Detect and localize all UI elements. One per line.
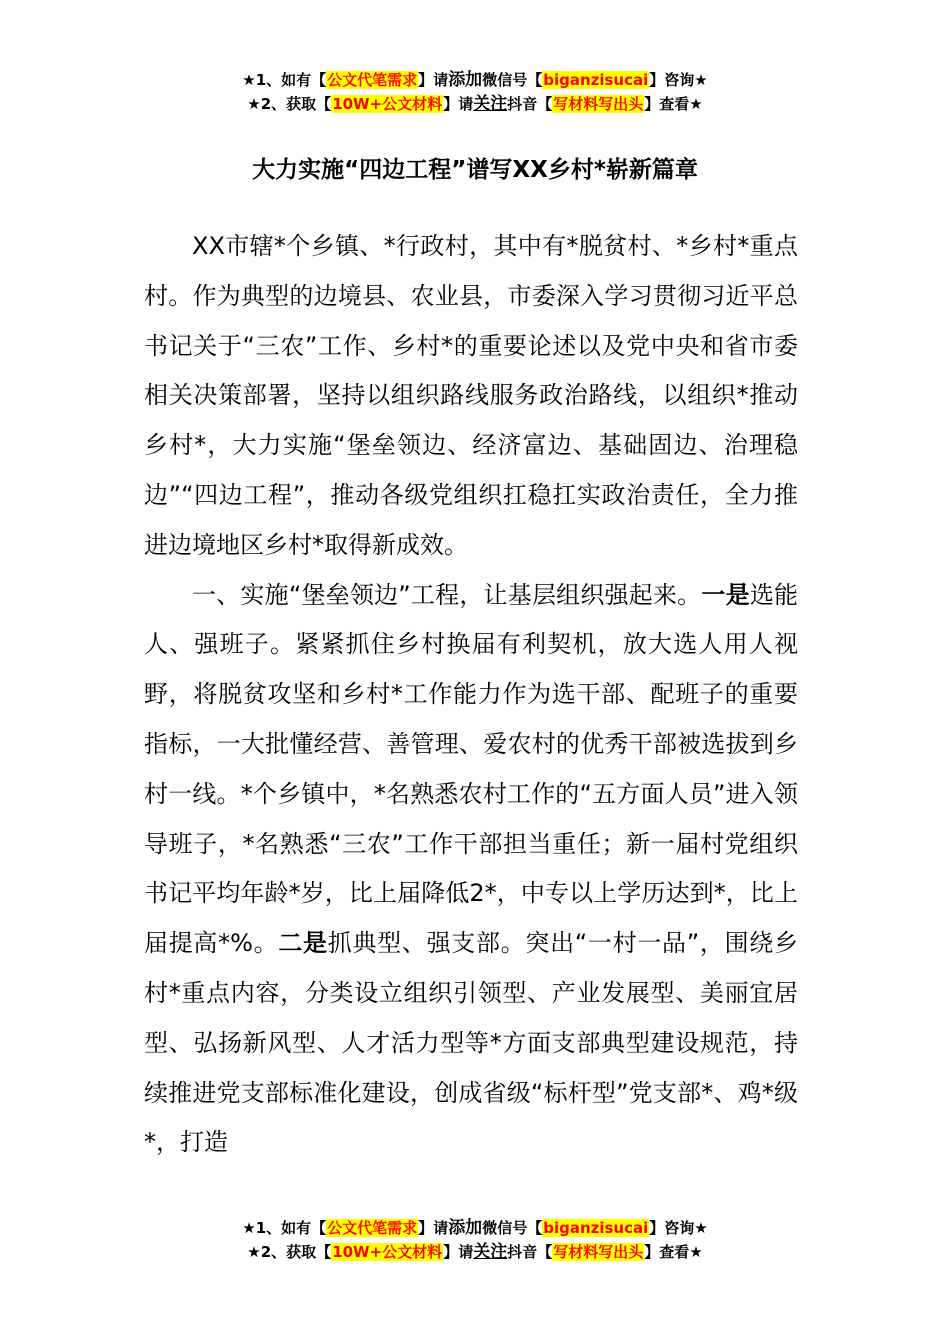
footer-line-2-highlight-materials: 10W+公文材料: [332, 1243, 443, 1261]
footer-banner: [0, 1216, 950, 1264]
banner-line-1-mid2: 微信号【: [482, 71, 543, 89]
banner-line-1: [0, 68, 950, 92]
banner-line-1-suffix: 】咨询★: [649, 71, 708, 89]
footer-line-1: [0, 1216, 950, 1240]
document-title: 大力实施“四边工程”谱写XX乡村*崭新篇章: [252, 157, 698, 183]
footer-line-2-prefix: ★2、获取【: [247, 1243, 332, 1261]
point-2-text: 抓典型、强支部。突出“一村一品”，围绕乡村*重点内容，分类设立组织引领型、产业发展型、美丽宜居型、弘扬新风型、人才活力型等*方面支部典型建设规范，持续推进党支部标准化建设，创成省级“标杆型”党支部*、鸡*级*，打造: [144, 929, 798, 1157]
footer-line-2: [0, 1240, 950, 1264]
paragraph-intro: XX市辖*个乡镇、*行政村，其中有*脱贫村、*乡村*重点村。作为典型的边境县、农业县，市委深入学习贯彻习近平总书记关于“三农”工作、乡村*的重要论述以及党中央和省市委相关决策部署，坚持以组织路线服务政治路线，以组织*推动乡村*，大力实施“堡垒领边、经济富边、基础固边、治理稳边”“四边工程”，推动各级党组织扛稳扛实政治责任，全力推进边境地区乡村*取得新成效。: [144, 232, 798, 559]
banner-line-2-mid2: 抖音【: [507, 95, 553, 113]
banner-line-2-suffix: 】查看★: [644, 95, 703, 113]
banner-line-1-highlight-service: 公文代笔需求: [327, 71, 418, 89]
footer-line-1-highlight-wechat: biganzisucai: [543, 1219, 649, 1237]
banner-line-1-prefix: ★1、如有【: [242, 71, 327, 89]
point-2-marker: 二是: [278, 929, 328, 958]
banner-line-2-highlight-douyin: 写材料写出头: [553, 95, 644, 113]
banner-line-2: [0, 92, 950, 116]
paragraph-section-1: [144, 571, 798, 1169]
banner-line-2-prefix: ★2、获取【: [247, 95, 332, 113]
document-body: [144, 222, 798, 1168]
header-banner: [0, 68, 950, 116]
footer-line-2-emphasis: 关注: [473, 1242, 508, 1262]
footer-line-1-suffix: 】咨询★: [649, 1219, 708, 1237]
footer-line-2-mid2: 抖音【: [507, 1243, 553, 1261]
point-1-text: 选能人、强班子。紧紧抓住乡村换届有利契机，放大选人用人视野，将脱贫攻坚和乡村*工作能力作为选干部、配班子的重要指标，一大批懂经营、善管理、爱农村的优秀干部被选拔到乡村一线。*个乡镇中，*名熟悉农村工作的“五方面人员”进入领导班子，*名熟悉“三农”工作干部担当重任；新一届村党组织书记平均年龄*岁，比上届降低2*，中专以上学历达到*，比上届提高*%。: [144, 580, 799, 958]
footer-line-1-emphasis: 添加: [448, 1218, 483, 1238]
banner-line-2-mid: 】请: [443, 95, 474, 113]
footer-line-1-mid2: 微信号【: [482, 1219, 543, 1237]
section-1-heading: 一、实施“堡垒领边”工程，让基层组织强起来。: [192, 580, 702, 609]
point-1-marker: 一是: [701, 580, 750, 609]
banner-line-2-highlight-materials: 10W+公文材料: [332, 95, 443, 113]
footer-line-2-mid: 】请: [443, 1243, 474, 1261]
footer-line-2-suffix: 】查看★: [644, 1243, 703, 1261]
footer-line-1-prefix: ★1、如有【: [242, 1219, 327, 1237]
banner-line-1-highlight-wechat: biganzisucai: [543, 71, 649, 89]
footer-line-2-highlight-douyin: 写材料写出头: [553, 1243, 644, 1261]
footer-line-1-highlight-service: 公文代笔需求: [327, 1219, 418, 1237]
banner-line-1-emphasis: 添加: [448, 70, 483, 90]
banner-line-1-mid: 】请: [418, 71, 449, 89]
footer-line-1-mid: 】请: [418, 1219, 449, 1237]
banner-line-2-emphasis: 关注: [473, 94, 508, 114]
